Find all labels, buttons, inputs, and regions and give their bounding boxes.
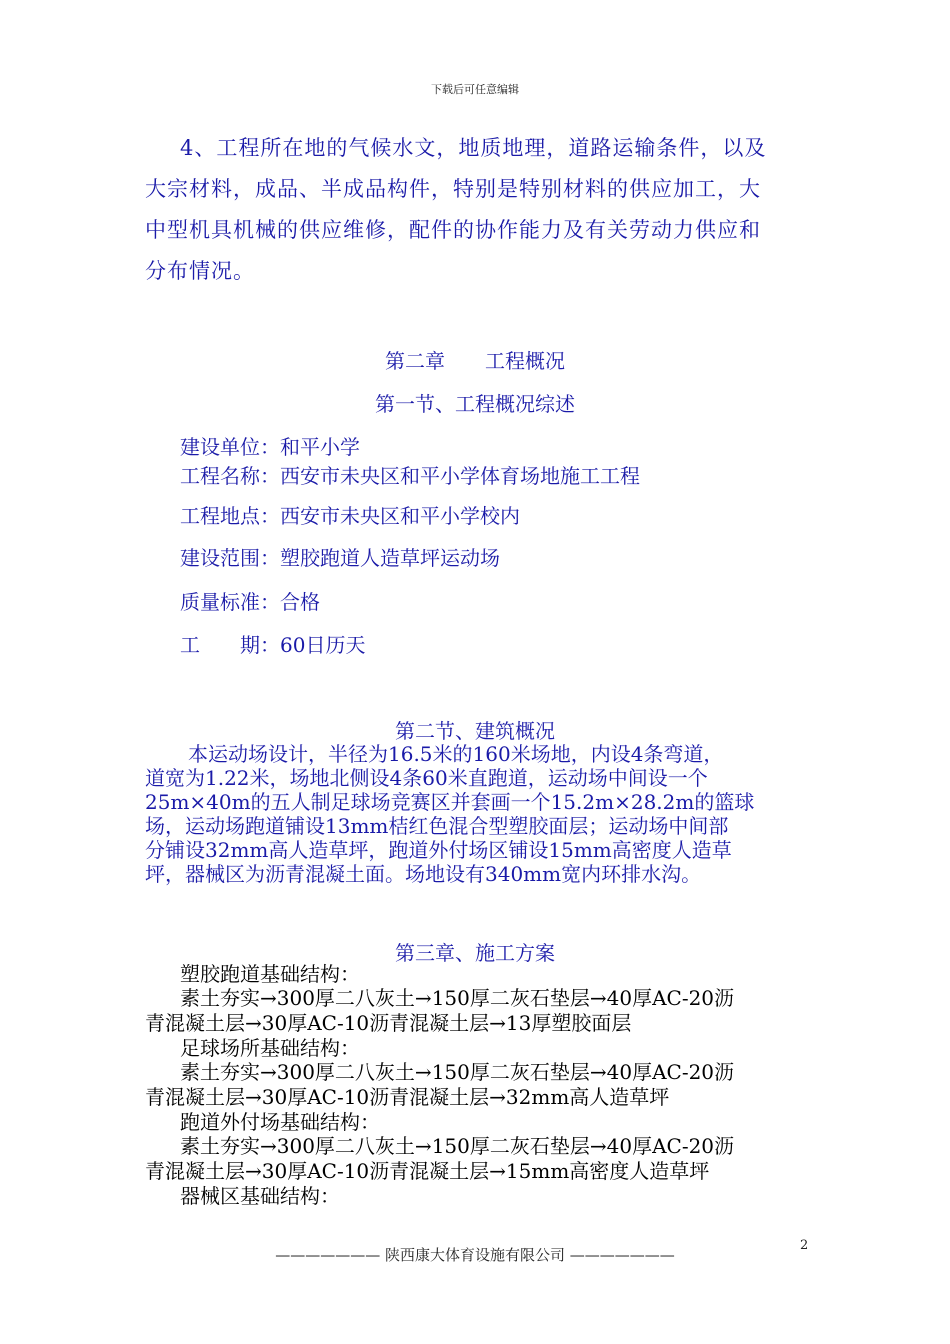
info-line: 工程地点：西安市未央区和平小学校内 xyxy=(180,504,520,528)
para3-line: 青混凝土层→30厚AC-10沥青混凝土层→15mm高密度人造草坪 xyxy=(145,1159,710,1183)
para2-line: 本运动场设计，半径为16.5米的160米场地，内设4条弯道， xyxy=(188,742,724,766)
info-line: 建设范围：塑胶跑道人造草坪运动场 xyxy=(180,546,500,570)
info-line: 质量标准：合格 xyxy=(180,590,320,614)
para2-line: 25m×40m的五人制足球场竞赛区并套画一个15.2m×28.2m的篮球 xyxy=(145,790,755,814)
para1-line: 4、工程所在地的气候水文，地质地理，道路运输条件，以及 xyxy=(180,136,767,160)
page-header: 下载后可任意编辑 xyxy=(431,83,519,96)
para3-line: 素土夯实→300厚二八灰土→150厚二灰石垫层→40厚AC-20沥 xyxy=(180,1060,735,1084)
chapter-2-title: 第二章 工程概况 xyxy=(385,349,565,373)
para3-line: 青混凝土层→30厚AC-10沥青混凝土层→32mm高人造草坪 xyxy=(145,1085,670,1109)
page-footer: ——————— 陕西康大体育设施有限公司 ——————— xyxy=(275,1246,675,1264)
info-line: 建设单位：和平小学 xyxy=(180,435,360,459)
para2-line: 场，运动场跑道铺设13mm桔红色混合型塑胶面层；运动场中间部 xyxy=(145,814,729,838)
info-line: 工程名称：西安市未央区和平小学体育场地施工工程 xyxy=(180,464,640,488)
page-number: 2 xyxy=(800,1238,809,1253)
para3-line: 青混凝土层→30厚AC-10沥青混凝土层→13厚塑胶面层 xyxy=(145,1011,632,1035)
para3-line: 塑胶跑道基础结构： xyxy=(180,962,360,986)
para1-line: 中型机具机械的供应维修，配件的协作能力及有关劳动力供应和 xyxy=(145,218,761,242)
para3-line: 器械区基础结构： xyxy=(180,1184,340,1208)
para3-line: 足球场所基础结构： xyxy=(180,1036,360,1060)
para2-line: 道宽为1.22米，场地北侧设4条60米直跑道，运动场中间设一个 xyxy=(145,766,708,790)
chapter-3-title: 第三章、施工方案 xyxy=(395,941,555,965)
info-line: 工 期：60日历天 xyxy=(180,633,366,657)
para3-line: 素土夯实→300厚二八灰土→150厚二灰石垫层→40厚AC-20沥 xyxy=(180,986,735,1010)
section-1-title: 第一节、工程概况综述 xyxy=(375,392,575,416)
section-2-title: 第二节、建筑概况 xyxy=(395,719,555,743)
para3-line: 跑道外付场基础结构： xyxy=(180,1110,380,1134)
para2-line: 分铺设32mm高人造草坪，跑道外付场区铺设15mm高密度人造草 xyxy=(145,838,732,862)
para2-line: 坪，器械区为沥青混凝土面。场地设有340mm宽内环排水沟。 xyxy=(145,862,702,886)
para3-line: 素土夯实→300厚二八灰土→150厚二灰石垫层→40厚AC-20沥 xyxy=(180,1134,735,1158)
para1-line: 分布情况。 xyxy=(145,259,255,283)
para1-line: 大宗材料，成品、半成品构件，特别是特别材料的供应加工，大 xyxy=(145,177,761,201)
